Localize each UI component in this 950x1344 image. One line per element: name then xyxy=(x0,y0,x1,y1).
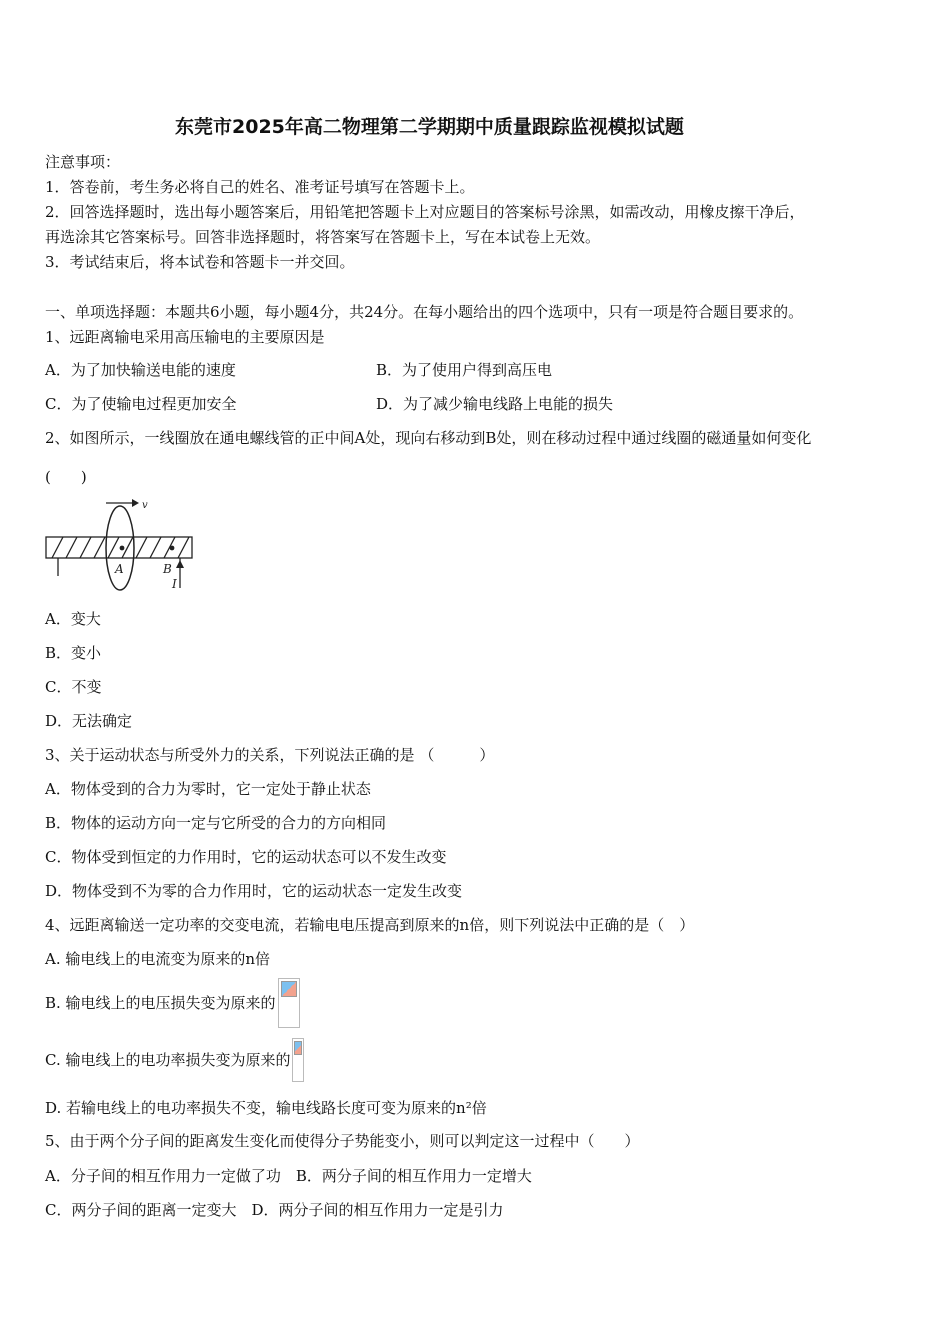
q1-option-c: C．为了使输电过程更加安全 xyxy=(45,395,237,413)
q3-option-b: B．物体的运动方向一定与它所受的合力的方向相同 xyxy=(45,814,387,832)
section-heading: 一、单项选择题：本题共6小题，每小题4分，共24分。在每小题给出的四个选项中，只有一项是符合题目要求的。 xyxy=(45,303,804,321)
notice-line-3: 3．考试结束后，将本试卷和答题卡一并交回。 xyxy=(45,253,355,271)
q4-option-b-row xyxy=(45,978,300,1028)
q4-option-d: D. 若输电线上的电功率损失不变，输电线路长度可变为原来的n²倍 xyxy=(45,1099,487,1117)
current-arrow-head xyxy=(176,560,184,568)
q4-stem: 4、远距离输送一定功率的交变电流，若输电电压提高到原来的n倍，则下列说法中正确的是（ ） xyxy=(45,916,695,934)
q3-option-a: A．物体受到的合力为零时，它一定处于静止状态 xyxy=(45,780,371,798)
notice-line-2: 2．回答选择题时，选出每小题答案后，用铅笔把答题卡上对应题目的答案标号涂黑，如需改动，用橡皮擦干净后， xyxy=(45,203,805,221)
label-b: B xyxy=(163,562,172,576)
q1-stem: 1、远距离输电采用高压输电的主要原因是 xyxy=(45,328,325,346)
q3-option-c: C．物体受到恒定的力作用时，它的运动状态可以不发生改变 xyxy=(45,848,447,866)
q4-option-c-row xyxy=(45,1038,304,1082)
label-a: A xyxy=(115,562,124,576)
q1-option-a: A．为了加快输送电能的速度 xyxy=(45,361,236,379)
q4-option-a: A. 输电线上的电流变为原来的n倍 xyxy=(45,950,271,968)
q4-option-b: B. 输电线上的电压损失变为原来的 xyxy=(45,994,276,1012)
q3-stem: 3、关于运动状态与所受外力的关系，下列说法正确的是 （ ） xyxy=(45,746,495,764)
broken-image-icon xyxy=(278,978,300,1028)
q2-option-a: A．变大 xyxy=(45,610,101,628)
q1-option-d: D．为了减少输电线路上电能的损失 xyxy=(376,395,614,413)
q2-option-b: B．变小 xyxy=(45,644,102,662)
q5-stem: 5、由于两个分子间的距离发生变化而使得分子势能变小，则可以判定这一过程中（ ） xyxy=(45,1132,640,1150)
notice-heading: 注意事项： xyxy=(45,153,121,171)
point-b-dot xyxy=(170,546,175,551)
q2-paren: ( ) xyxy=(45,468,87,486)
point-a-dot xyxy=(120,546,125,551)
notice-line-2b: 再选涂其它答案标号。回答非选择题时，将答案写在答题卡上，写在本试卷上无效。 xyxy=(45,228,601,246)
q5-options-cd: C．两分子间的距离一定变大 D．两分子间的相互作用力一定是引力 xyxy=(45,1201,504,1219)
q5-options-ab: A．分子间的相互作用力一定做了功 B．两分子间的相互作用力一定增大 xyxy=(45,1167,532,1185)
broken-image-icon xyxy=(292,1038,304,1082)
page-title: 东莞市2025年高二物理第二学期期中质量跟踪监视模拟试题 xyxy=(175,116,684,138)
q4-option-c: C. 输电线上的电功率损失变为原来的 xyxy=(45,1051,291,1069)
velocity-arrow-head xyxy=(132,499,139,507)
label-v: v xyxy=(142,500,148,511)
notice-line-1: 1．答卷前，考生务必将自己的姓名、准考证号填写在答题卡上。 xyxy=(45,178,475,196)
q1-option-b: B．为了使用户得到高压电 xyxy=(376,361,553,379)
label-i: I xyxy=(172,577,177,591)
q2-option-d: D．无法确定 xyxy=(45,712,133,730)
q2-option-c: C．不变 xyxy=(45,678,102,696)
solenoid-figure xyxy=(44,494,196,594)
q3-option-d: D．物体受到不为零的合力作用时，它的运动状态一定发生改变 xyxy=(45,882,463,900)
q2-stem: 2、如图所示，一线圈放在通电螺线管的正中间A处，现向右移动到B处，则在移动过程中通过线圈的磁通量如何变化 xyxy=(45,429,812,447)
